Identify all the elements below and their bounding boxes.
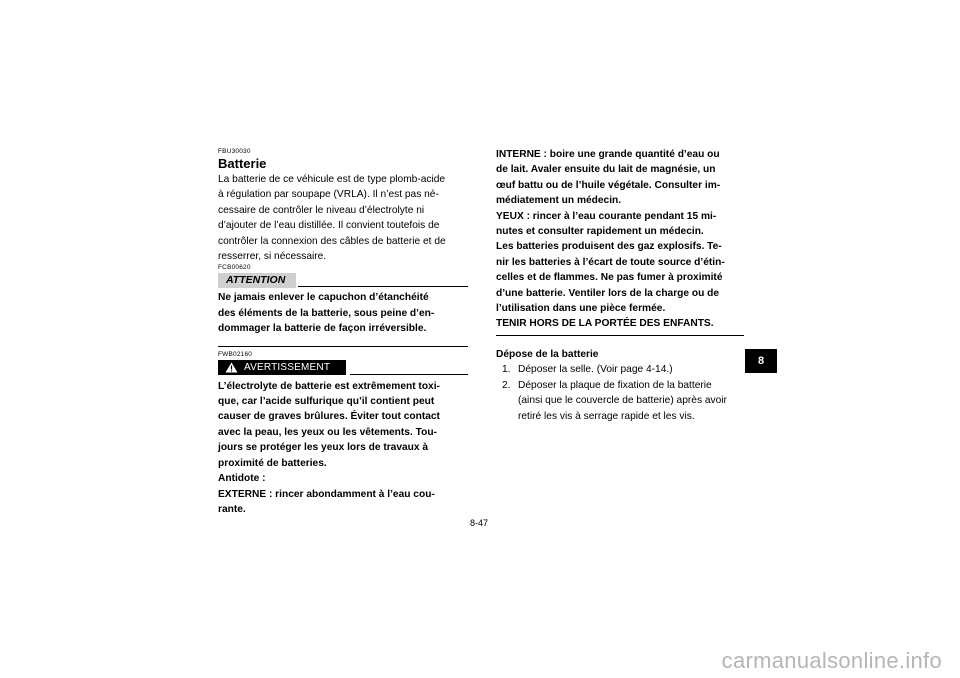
attention-text	[218, 290, 468, 336]
warning-header	[218, 360, 468, 375]
text-line: YEUX : rincer à l’eau courante pendant 15 mi-	[496, 210, 717, 222]
text-line: à régulation par soupape (VRLA). Il n’est pas né-	[218, 189, 439, 201]
left-column	[218, 148, 468, 517]
text-line: dommager la batterie de façon irréversible.	[218, 323, 427, 335]
attention-rule	[298, 286, 468, 287]
warning-label: AVERTISSEMENT	[244, 361, 331, 373]
text-line: de lait. Avaler ensuite du lait de magnésie, un	[496, 164, 716, 176]
warning-continued-text	[496, 147, 744, 332]
text-line: rante.	[218, 503, 246, 515]
text-line: TENIR HORS DE LA PORTÉE DES ENFANTS.	[496, 318, 714, 330]
text-line: causer de graves brûlures. Éviter tout contact	[218, 411, 440, 423]
intro-paragraph	[218, 172, 468, 264]
warning-badge	[218, 360, 346, 375]
text-line: d’ajouter de l’eau distillée. Il convient toutefois de	[218, 220, 440, 232]
page-number: 8-47	[470, 518, 489, 528]
text-line: resserrer, si nécessaire.	[218, 251, 327, 263]
list-item	[496, 362, 744, 377]
warning-triangle-icon	[225, 362, 238, 373]
attention-code: FCB00620	[218, 264, 251, 272]
text-line: (ainsi que le couvercle de batterie) après avoir	[518, 395, 727, 407]
text-line: Les batteries produisent des gaz explosifs. Te-	[496, 241, 722, 253]
text-line: Antidote :	[218, 473, 266, 485]
text-line: œuf battu ou de l’huile végétale. Consulter im-	[496, 179, 721, 191]
text-line: nir les batteries à l’écart de toute source d’étin-	[496, 256, 725, 268]
text-line: L’électrolyte de batterie est extrêmement toxi-	[218, 380, 440, 392]
text-line: INTERNE : boire une grande quantité d’eau ou	[496, 149, 720, 160]
text-line: Ne jamais enlever le capuchon d’étanchéité	[218, 292, 429, 304]
warning-text	[218, 379, 468, 518]
text-line: La batterie de ce véhicule est de type plomb-acide	[218, 174, 446, 185]
text-line: jours se protéger les yeux lors de travaux à	[218, 442, 429, 454]
chapter-tab: 8	[745, 349, 777, 373]
list-item	[496, 378, 744, 424]
text-line: des éléments de la batterie, sous peine d’en-	[218, 307, 435, 319]
right-column	[496, 147, 744, 424]
warning-end-rule	[496, 335, 744, 336]
attention-header	[218, 273, 468, 288]
attention-end-rule	[218, 346, 468, 347]
text-line: l’utilisation dans une pièce fermée.	[496, 303, 666, 315]
warning-rule	[350, 374, 468, 375]
text-line: EXTERNE : rincer abondamment à l’eau cou-	[218, 488, 435, 500]
text-line: que, car l’acide sulfurique qu’il contient peut	[218, 396, 435, 408]
step-number: 1.	[502, 364, 511, 376]
section-code: FBU30030	[218, 148, 251, 155]
text-line: avec la peau, les yeux ou les vêtements. Tou-	[218, 426, 437, 438]
attention-badge: ATTENTION	[218, 273, 296, 288]
text-line: Déposer la selle. (Voir page 4-14.)	[518, 364, 673, 376]
text-line: cessaire de contrôler le niveau d’électrolyte ni	[218, 204, 425, 216]
removal-steps	[496, 362, 744, 424]
text-line: Déposer la plaque de fixation de la batterie	[518, 379, 712, 391]
text-line: d’une batterie. Ventiler lors de la charge ou de	[496, 287, 720, 299]
removal-title: Dépose de la batterie	[496, 348, 599, 360]
text-line: celles et de flammes. Ne pas fumer à proximité	[496, 272, 723, 284]
warning-code: FWB02160	[218, 350, 253, 358]
watermark: carmanualsonline.info	[721, 648, 942, 673]
text-line: médiatement un médecin.	[496, 195, 622, 207]
text-line: contrôler la connexion des câbles de batterie et de	[218, 235, 446, 247]
text-line: proximité de batteries.	[218, 457, 327, 469]
text-line: nutes et consulter rapidement un médecin.	[496, 226, 704, 238]
text-line: retiré les vis à serrage rapide et les vis.	[518, 410, 695, 422]
section-title: Batterie	[218, 156, 267, 171]
step-number: 2.	[502, 379, 511, 391]
